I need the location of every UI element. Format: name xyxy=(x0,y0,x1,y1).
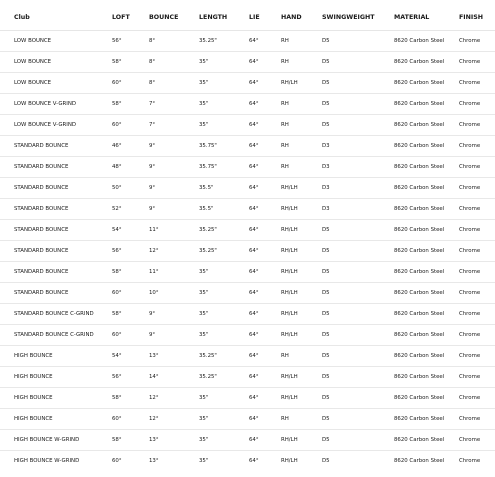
table-row xyxy=(0,157,495,178)
cell-hand: RH/LH xyxy=(267,220,308,241)
cell-lie: 64° xyxy=(235,430,267,451)
cell-bounce: 13° xyxy=(149,458,159,464)
wedge-specs-table xyxy=(0,5,495,471)
cell-club: LOW BOUNCE xyxy=(0,31,98,52)
cell-bounce: 9° xyxy=(135,157,185,178)
cell-club: LOW BOUNCE V-GRIND xyxy=(0,115,98,136)
cell-length: 35" xyxy=(185,388,235,409)
table-row xyxy=(0,388,495,409)
cell-club: STANDARD BOUNCE xyxy=(0,136,98,157)
cell-swingweight: D5 xyxy=(308,430,380,451)
cell-swingweight: D5 xyxy=(322,458,330,464)
cell-loft: 60° xyxy=(98,115,135,136)
cell-swingweight: D5 xyxy=(308,304,380,325)
cell-loft: 56° xyxy=(98,367,135,388)
cell-length: 35.25" xyxy=(185,31,235,52)
cell-length: 35" xyxy=(185,73,235,94)
cell-swingweight: D5 xyxy=(308,283,380,304)
cell-lie: 64° xyxy=(235,262,267,283)
cell-club: STANDARD BOUNCE xyxy=(0,178,98,199)
cell-club: STANDARD BOUNCE C-GRIND xyxy=(0,325,98,346)
cell-swingweight: D5 xyxy=(308,241,380,262)
table-row xyxy=(0,94,495,115)
table-row xyxy=(0,409,495,430)
cell-finish: Chrome xyxy=(445,409,495,430)
cell-material: 8620 Carbon Steel xyxy=(380,304,445,325)
cell-loft: 58° xyxy=(98,430,135,451)
cell-lie: 64° xyxy=(235,388,267,409)
cell-bounce: 12° xyxy=(135,409,185,430)
cell-hand: RH xyxy=(267,409,308,430)
cell-length: 35" xyxy=(185,52,235,73)
cell-club: HIGH BOUNCE xyxy=(0,367,98,388)
cell-material: 8620 Carbon Steel xyxy=(380,136,445,157)
cell-length: 35" xyxy=(185,409,235,430)
cell-bounce: 10° xyxy=(135,283,185,304)
cell-length: 35.5" xyxy=(185,199,235,220)
cell-bounce: 9° xyxy=(135,304,185,325)
cell-club: HIGH BOUNCE W-GRIND xyxy=(14,458,80,464)
cell-finish: Chrome xyxy=(445,325,495,346)
table-row xyxy=(0,220,495,241)
cell-lie: 64° xyxy=(235,178,267,199)
cell-finish: Chrome xyxy=(445,73,495,94)
cell-hand: RH/LH xyxy=(267,283,308,304)
column-header-loft: LOFT xyxy=(98,5,135,31)
cell-lie: 64° xyxy=(235,283,267,304)
table-header xyxy=(0,5,495,31)
cell-finish: Chrome xyxy=(445,157,495,178)
cell-club: HIGH BOUNCE xyxy=(0,409,98,430)
cell-material: 8620 Carbon Steel xyxy=(380,115,445,136)
cell-finish: Chrome xyxy=(445,304,495,325)
cell-lie: 64° xyxy=(235,199,267,220)
cell-loft: 58° xyxy=(98,262,135,283)
cell-loft: 56° xyxy=(98,31,135,52)
cell-hand: RH/LH xyxy=(281,458,298,464)
cell-lie: 64° xyxy=(235,115,267,136)
column-header-bounce: BOUNCE xyxy=(135,5,185,31)
cell-material: 8620 Carbon Steel xyxy=(380,325,445,346)
cell-swingweight: D5 xyxy=(308,94,380,115)
cell-length: 35.5" xyxy=(185,178,235,199)
cell-loft: 60° xyxy=(98,325,135,346)
cell-swingweight: D3 xyxy=(308,157,380,178)
cell-loft: 60° xyxy=(98,283,135,304)
cell-lie: 64° xyxy=(249,458,259,464)
cell-length: 35" xyxy=(199,458,209,464)
cell-bounce: 9° xyxy=(135,178,185,199)
cell-swingweight: D5 xyxy=(308,73,380,94)
cell-club: STANDARD BOUNCE xyxy=(0,283,98,304)
column-header-hand: HAND xyxy=(267,5,308,31)
cell-finish: Chrome xyxy=(445,367,495,388)
cell-lie: 64° xyxy=(235,325,267,346)
cell-length: 35.25" xyxy=(185,346,235,367)
cell-finish: Chrome xyxy=(459,458,481,464)
cell-club: LOW BOUNCE xyxy=(0,73,98,94)
table-row xyxy=(0,430,495,451)
cell-swingweight: D5 xyxy=(308,346,380,367)
cell-material: 8620 Carbon Steel xyxy=(380,94,445,115)
cell-hand: RH/LH xyxy=(267,304,308,325)
cell-hand: RH xyxy=(267,157,308,178)
cell-swingweight: D5 xyxy=(308,220,380,241)
cell-loft: 48° xyxy=(98,157,135,178)
table-row xyxy=(0,325,495,346)
cell-lie: 64° xyxy=(235,73,267,94)
cell-material: 8620 Carbon Steel xyxy=(380,241,445,262)
cell-loft: 46° xyxy=(98,136,135,157)
cell-club: LOW BOUNCE xyxy=(0,52,98,73)
cell-lie: 64° xyxy=(235,157,267,178)
cell-swingweight: D5 xyxy=(308,367,380,388)
cell-lie: 64° xyxy=(235,31,267,52)
cell-finish: Chrome xyxy=(445,283,495,304)
table-row xyxy=(0,283,495,304)
cell-length: 35" xyxy=(185,283,235,304)
table-row xyxy=(0,304,495,325)
cell-club: HIGH BOUNCE xyxy=(0,346,98,367)
cell-lie: 64° xyxy=(235,136,267,157)
cell-finish: Chrome xyxy=(445,136,495,157)
cell-club: STANDARD BOUNCE xyxy=(0,220,98,241)
cell-length: 35" xyxy=(185,430,235,451)
cell-lie: 64° xyxy=(235,346,267,367)
cell-loft: 58° xyxy=(98,304,135,325)
cell-bounce: 9° xyxy=(135,325,185,346)
cell-bounce: 13° xyxy=(135,346,185,367)
cell-loft: 60° xyxy=(98,73,135,94)
cell-swingweight: D5 xyxy=(308,409,380,430)
cell-bounce: 7° xyxy=(135,94,185,115)
cell-material: 8620 Carbon Steel xyxy=(380,178,445,199)
cell-club: STANDARD BOUNCE C-GRIND xyxy=(0,304,98,325)
cell-material: 8620 Carbon Steel xyxy=(380,157,445,178)
cell-material: 8620 Carbon Steel xyxy=(380,262,445,283)
cell-bounce: 11° xyxy=(135,220,185,241)
cell-loft: 50° xyxy=(98,178,135,199)
cell-hand: RH xyxy=(267,31,308,52)
cell-swingweight: D3 xyxy=(308,178,380,199)
table-row xyxy=(0,367,495,388)
cell-swingweight: D3 xyxy=(308,136,380,157)
cell-finish: Chrome xyxy=(445,178,495,199)
table-row xyxy=(0,73,495,94)
column-header-length: LENGTH xyxy=(185,5,235,31)
table-row xyxy=(0,262,495,283)
cell-hand: RH/LH xyxy=(267,178,308,199)
cell-finish: Chrome xyxy=(445,241,495,262)
cell-bounce: 8° xyxy=(135,52,185,73)
cell-bounce: 12° xyxy=(135,388,185,409)
cell-material: 8620 Carbon Steel xyxy=(380,199,445,220)
cell-bounce: 7° xyxy=(135,115,185,136)
cell-loft: 54° xyxy=(98,220,135,241)
cell-loft: 60° xyxy=(112,458,122,464)
cell-loft: 58° xyxy=(98,52,135,73)
column-header-club: Club xyxy=(0,5,98,31)
cell-loft: 54° xyxy=(98,346,135,367)
cell-swingweight: D5 xyxy=(308,388,380,409)
cell-hand: RH/LH xyxy=(267,388,308,409)
cell-hand: RH xyxy=(267,115,308,136)
cell-bounce: 13° xyxy=(135,430,185,451)
cell-club: HIGH BOUNCE xyxy=(0,388,98,409)
cell-hand: RH xyxy=(267,136,308,157)
cell-finish: Chrome xyxy=(445,94,495,115)
table-row xyxy=(0,31,495,52)
cell-bounce: 14° xyxy=(135,367,185,388)
cell-bounce: 8° xyxy=(135,73,185,94)
table-row xyxy=(0,115,495,136)
cell-hand: RH/LH xyxy=(267,430,308,451)
table-row xyxy=(0,52,495,73)
cell-bounce: 9° xyxy=(135,136,185,157)
cell-swingweight: D5 xyxy=(308,52,380,73)
header-row xyxy=(0,5,495,31)
cell-club: STANDARD BOUNCE xyxy=(0,199,98,220)
cell-club: STANDARD BOUNCE xyxy=(0,157,98,178)
cell-hand: RH/LH xyxy=(267,73,308,94)
cell-material: 8620 Carbon Steel xyxy=(380,220,445,241)
cell-length: 35" xyxy=(185,115,235,136)
cell-loft: 58° xyxy=(98,94,135,115)
cell-lie: 64° xyxy=(235,94,267,115)
table-row xyxy=(0,178,495,199)
cell-hand: RH xyxy=(267,52,308,73)
cell-finish: Chrome xyxy=(445,199,495,220)
cell-lie: 64° xyxy=(235,304,267,325)
cell-hand: RH/LH xyxy=(267,262,308,283)
cell-finish: Chrome xyxy=(445,52,495,73)
cell-material: 8620 Carbon Steel xyxy=(380,430,445,451)
cell-swingweight: D5 xyxy=(308,325,380,346)
cell-loft: 58° xyxy=(98,388,135,409)
cell-finish: Chrome xyxy=(445,430,495,451)
cell-hand: RH/LH xyxy=(267,367,308,388)
cell-material: 8620 Carbon Steel xyxy=(380,31,445,52)
cell-loft: 52° xyxy=(98,199,135,220)
cell-length: 35.25" xyxy=(185,367,235,388)
cell-loft: 56° xyxy=(98,241,135,262)
table-row xyxy=(0,199,495,220)
cell-bounce: 11° xyxy=(135,262,185,283)
cell-length: 35" xyxy=(185,325,235,346)
table-row xyxy=(0,346,495,367)
cell-finish: Chrome xyxy=(445,31,495,52)
cell-lie: 64° xyxy=(235,367,267,388)
cell-club: STANDARD BOUNCE xyxy=(0,262,98,283)
cell-hand: RH/LH xyxy=(267,241,308,262)
table-row xyxy=(0,451,495,472)
cell-finish: Chrome xyxy=(445,262,495,283)
column-header-material: MATERIAL xyxy=(380,5,445,31)
cell-lie: 64° xyxy=(235,241,267,262)
cell-bounce: 9° xyxy=(135,199,185,220)
cell-hand: RH/LH xyxy=(267,325,308,346)
cell-material: 8620 Carbon Steel xyxy=(380,388,445,409)
cell-swingweight: D5 xyxy=(308,31,380,52)
cell-length: 35.75" xyxy=(185,136,235,157)
cell-material: 8620 Carbon Steel xyxy=(380,283,445,304)
cell-finish: Chrome xyxy=(445,346,495,367)
cell-material: 8620 Carbon Steel xyxy=(380,52,445,73)
cell-finish: Chrome xyxy=(445,115,495,136)
cell-swingweight: D5 xyxy=(308,115,380,136)
cell-loft: 60° xyxy=(98,409,135,430)
cell-club: HIGH BOUNCE W-GRIND xyxy=(0,430,98,451)
cell-hand: RH xyxy=(267,94,308,115)
cell-club: STANDARD BOUNCE xyxy=(0,241,98,262)
cell-material: 8620 Carbon Steel xyxy=(380,346,445,367)
cell-bounce: 12° xyxy=(135,241,185,262)
cell-club: LOW BOUNCE V-GRIND xyxy=(0,94,98,115)
table-row xyxy=(0,136,495,157)
cell-material: 8620 Carbon Steel xyxy=(380,367,445,388)
table-body xyxy=(0,31,495,472)
cell-hand: RH xyxy=(267,346,308,367)
cell-material: 8620 Carbon Steel xyxy=(380,73,445,94)
column-header-lie: LIE xyxy=(235,5,267,31)
cell-finish: Chrome xyxy=(445,220,495,241)
cell-material: 8620 Carbon Steel xyxy=(380,409,445,430)
table-row xyxy=(0,241,495,262)
cell-lie: 64° xyxy=(235,409,267,430)
cell-finish: Chrome xyxy=(445,388,495,409)
cell-material: 8620 Carbon Steel xyxy=(394,458,445,464)
column-header-finish: FINISH xyxy=(445,5,495,31)
cell-length: 35.25" xyxy=(185,220,235,241)
cell-length: 35.75" xyxy=(185,157,235,178)
column-header-swingweight: SWINGWEIGHT xyxy=(308,5,380,31)
cell-lie: 64° xyxy=(235,52,267,73)
cell-length: 35" xyxy=(185,262,235,283)
cell-length: 35.25" xyxy=(185,241,235,262)
cell-lie: 64° xyxy=(235,220,267,241)
cell-length: 35" xyxy=(185,304,235,325)
cell-swingweight: D3 xyxy=(308,199,380,220)
cell-bounce: 8° xyxy=(135,31,185,52)
cell-swingweight: D5 xyxy=(308,262,380,283)
cell-hand: RH/LH xyxy=(267,199,308,220)
cell-length: 35" xyxy=(185,94,235,115)
